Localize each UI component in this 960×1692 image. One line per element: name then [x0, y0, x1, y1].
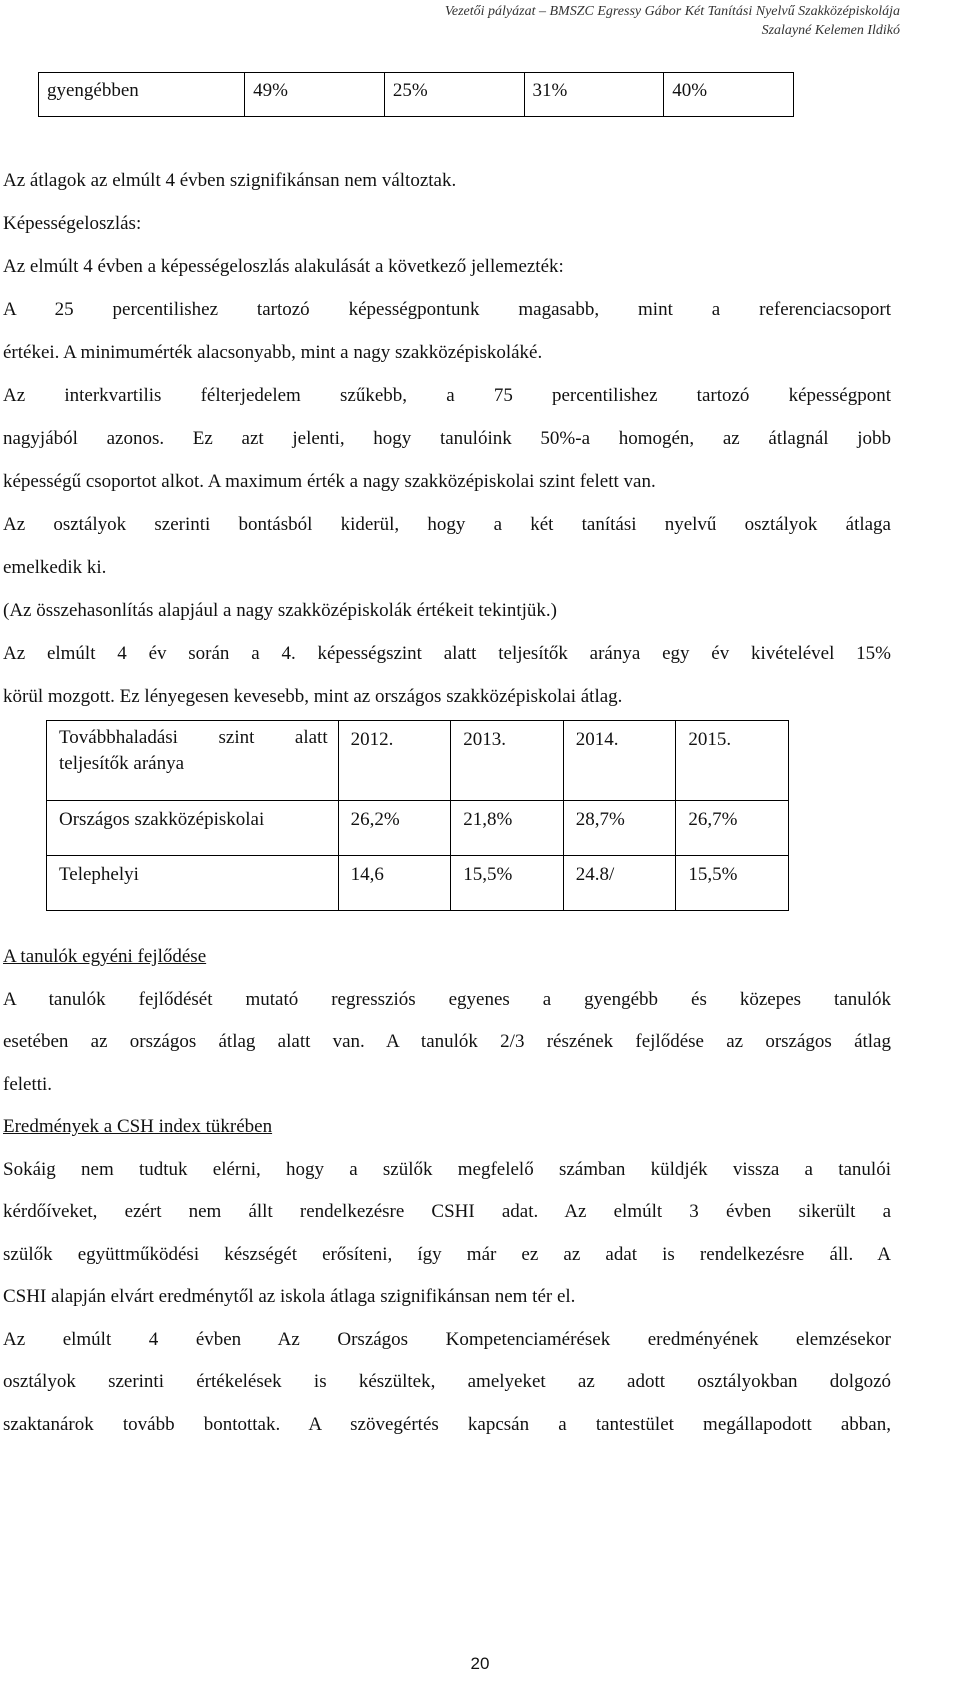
table-row-label: Országos szakközépiskolai: [47, 801, 339, 856]
paragraph-line: értékei. A minimumérték alacsonyabb, mint a nagy szakközépiskoláké.: [3, 342, 543, 363]
distribution-table: [38, 72, 794, 117]
table-header-year: 2012.: [338, 721, 451, 801]
below-level-table: [46, 720, 789, 911]
paragraph-line: A 25 percentilishez tartozó képességpontunk magasabb, mint a referenciacsoport: [3, 299, 891, 320]
table-row: [47, 801, 789, 856]
header-title: Vezetői pályázat – BMSZC Egressy Gábor Két Tanítási Nyelvű Szakközépiskolája: [444, 4, 900, 19]
table-cell: 14,6: [338, 856, 451, 911]
table-cell: 24.8/: [563, 856, 676, 911]
header-label-line: teljesítők aránya: [59, 753, 185, 774]
table-header-year: 2014.: [563, 721, 676, 801]
section-heading: A tanulók egyéni fejlődése: [3, 946, 207, 967]
paragraph-line: Az interkvartilis félterjedelem szűkebb, a 75 percentilishez tartozó képességpont: [3, 385, 891, 406]
paragraph-line: szülők együttműködési készségét erősíteni, így már ez az adat is rendelkezésre áll. A: [3, 1243, 891, 1265]
paragraph-line: Az elmúlt 4 évben Az Országos Kompetenciamérések eredményének elemzésekor: [3, 1328, 891, 1350]
table-cell: 26,2%: [338, 801, 451, 856]
table-cell: 15,5%: [451, 856, 564, 911]
page-number: 20: [470, 1654, 490, 1673]
table-row: [47, 856, 789, 911]
header-label-line: Továbbhaladási szint alatt: [59, 727, 328, 748]
paragraph-line: Sokáig nem tudtuk elérni, hogy a szülők megfelelő számban küldjék vissza a tanulói: [3, 1158, 891, 1180]
paragraph-line: emelkedik ki.: [3, 557, 107, 578]
table-cell: 31%: [524, 73, 664, 117]
paragraph-line: szaktanárok tovább bontottak. A szövegértés kapcsán a tantestület megállapodott abban,: [3, 1413, 891, 1435]
table-cell: 49%: [245, 73, 385, 117]
paragraph: Az átlagok az elmúlt 4 évben szignifikánsan nem változtak.: [3, 170, 457, 191]
table-header-row: [47, 721, 789, 801]
paragraph-line: CSHI alapján elvárt eredménytől az iskola átlaga szignifikánsan nem tér el.: [3, 1286, 576, 1307]
table-header-label: [47, 721, 339, 801]
table-cell: 21,8%: [451, 801, 564, 856]
header-author: Szalayné Kelemen Ildikó: [761, 23, 900, 38]
paragraph-line: Az osztályok szerinti bontásból kiderül, hogy a két tanítási nyelvű osztályok átlaga: [3, 514, 891, 535]
paragraph-line: körül mozgott. Ez lényegesen kevesebb, mint az országos szakközépiskolai átlag.: [3, 686, 623, 707]
paragraph-line: Az elmúlt 4 év során a 4. képességszint alatt teljesítők aránya egy év kivételével 15%: [3, 643, 891, 664]
paragraph: Az elmúlt 4 évben a képességeloszlás alakulását a következő jellemezték:: [3, 256, 564, 277]
paragraph-line: képességű csoportot alkot. A maximum érték a nagy szakközépiskolai szint felett van.: [3, 471, 656, 492]
table-cell: 26,7%: [676, 801, 789, 856]
table-cell: gyengébben: [39, 73, 245, 117]
development-section: [3, 936, 891, 1446]
table-header-year: 2015.: [676, 721, 789, 801]
paragraph: (Az összehasonlítás alapjául a nagy szakközépiskolák értékeit tekintjük.): [3, 600, 557, 621]
page-header: [445, 2, 900, 40]
table-cell: 40%: [664, 73, 794, 117]
table-cell: 25%: [384, 73, 524, 117]
table-cell: 15,5%: [676, 856, 789, 911]
paragraph-line: nagyjából azonos. Ez azt jelenti, hogy tanulóink 50%-a homogén, az átlagnál jobb: [3, 428, 891, 449]
section-heading: Eredmények a CSH index tükrében: [3, 1116, 273, 1137]
paragraph: Képességeloszlás:: [3, 213, 142, 234]
table-header-year: 2013.: [451, 721, 564, 801]
paragraph-line: kérdőíveket, ezért nem állt rendelkezésre CSHI adat. Az elmúlt 3 évben sikerült a: [3, 1201, 891, 1222]
table-row-label: Telephelyi: [47, 856, 339, 911]
paragraph-line: feletti.: [3, 1073, 53, 1095]
table-row: [39, 73, 794, 117]
intro-text: [3, 159, 891, 718]
paragraph-line: osztályok szerinti értékelések is készültek, amelyeket az adott osztályokban dolgozó: [3, 1371, 891, 1392]
table-cell: 28,7%: [563, 801, 676, 856]
paragraph-line: A tanulók fejlődését mutató regressziós egyenes a gyengébb és közepes tanulók: [3, 988, 891, 1010]
paragraph-line: esetében az országos átlag alatt van. A tanulók 2/3 részének fejlődése az országos átlag: [3, 1031, 891, 1052]
